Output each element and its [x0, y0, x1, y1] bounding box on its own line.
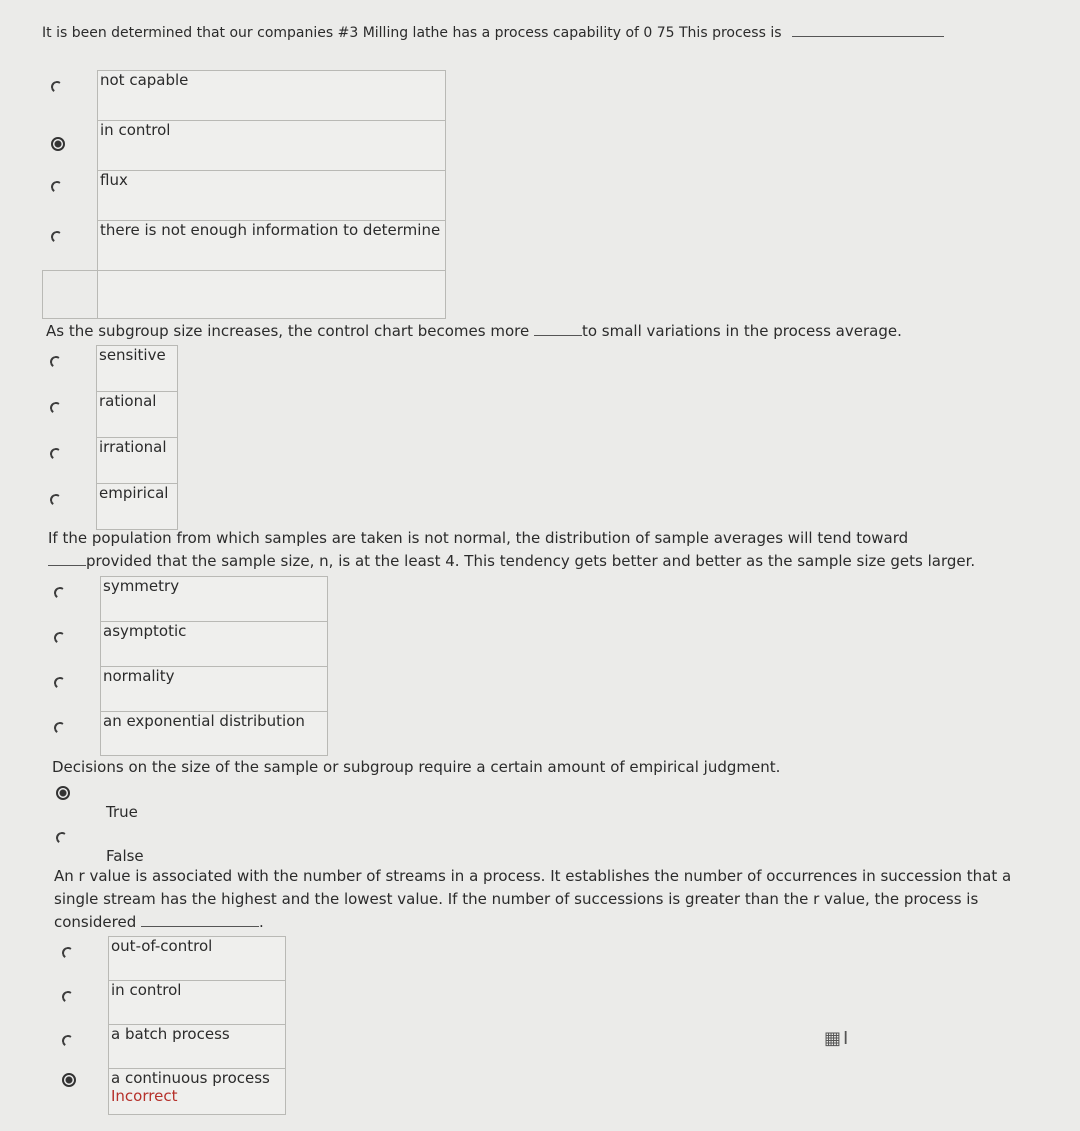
- question-3-options: [46, 576, 328, 756]
- answer-blank: [141, 912, 259, 927]
- question-3-text-line-1: If the population from which samples are taken is not normal, the distribution of sample averages will tend toward: [48, 529, 909, 547]
- radio-button[interactable]: [42, 484, 97, 530]
- question-1-text: It is been determined that our companies #3 Milling lathe has a process capability of 0 75 This process is: [42, 25, 782, 41]
- option-label: irrational: [97, 438, 178, 484]
- radio-button[interactable]: [43, 71, 98, 121]
- answer-blank: [792, 22, 944, 37]
- radio-button[interactable]: [46, 622, 101, 667]
- question-5-options: [54, 936, 286, 1115]
- question-1-options: [42, 70, 446, 319]
- question-2-options: [42, 345, 178, 530]
- radio-button-selected[interactable]: [54, 1069, 109, 1115]
- option-label: empirical: [97, 484, 178, 530]
- radio-button[interactable]: [42, 392, 97, 438]
- option-label-selected: [109, 1069, 286, 1115]
- radio-button-selected[interactable]: [52, 780, 70, 804]
- option-label: in control: [109, 981, 286, 1025]
- question-2: [46, 320, 902, 343]
- radio-button[interactable]: [46, 667, 101, 712]
- radio-button[interactable]: [54, 937, 109, 981]
- radio-button-selected[interactable]: [43, 121, 98, 171]
- option-label: flux: [98, 171, 446, 221]
- question-2-text-before: As the subgroup size increases, the control chart becomes more: [46, 322, 530, 340]
- option-label: not capable: [98, 71, 446, 121]
- option-label: in control: [98, 121, 446, 171]
- option-label: a batch process: [109, 1025, 286, 1069]
- answer-blank: [48, 551, 86, 566]
- question-5-text: An r value is associated with the number of streams in a process. It establishes the number of occurrences in succession that a single stream has the highest and the lowest value. If the number of successions is greater than the r value, the process is considered: [54, 867, 1012, 931]
- question-5: An r value is associated with the number of streams in a process. It establishes the number of occurrences in succession that a single stream has the highest and the lowest value. If the number of successions is greater than the r value, the process is considered .: [54, 867, 1012, 931]
- option-label: asymptotic: [101, 622, 328, 667]
- option-label: a continuous process: [111, 1069, 270, 1087]
- radio-button[interactable]: [42, 438, 97, 484]
- option-label: an exponential distribution: [101, 712, 328, 756]
- radio-button[interactable]: [54, 981, 109, 1025]
- option-true-label: True: [106, 803, 138, 821]
- question-3: [48, 527, 1048, 573]
- incorrect-feedback: Incorrect: [111, 1087, 178, 1105]
- option-false-label: False: [106, 847, 144, 865]
- radio-button[interactable]: [43, 171, 98, 221]
- option-label: out-of-control: [109, 937, 286, 981]
- empty-cell: [43, 271, 98, 319]
- option-label: symmetry: [101, 577, 328, 622]
- radio-button[interactable]: [46, 712, 101, 756]
- option-label: [98, 271, 446, 319]
- option-label: there is not enough information to determine: [98, 221, 446, 271]
- option-label: normality: [101, 667, 328, 712]
- radio-button[interactable]: [43, 221, 98, 271]
- radio-button[interactable]: [42, 346, 97, 392]
- radio-button[interactable]: [52, 826, 68, 848]
- answer-blank: [534, 321, 582, 336]
- question-1: [42, 22, 944, 45]
- radio-button[interactable]: [46, 577, 101, 622]
- question-2-text-after: to small variations in the process average.: [581, 322, 902, 340]
- radio-button[interactable]: [54, 1025, 109, 1069]
- text-cursor-icon: ▦I: [824, 1028, 851, 1049]
- option-label: rational: [97, 392, 178, 438]
- question-3-text-line-2: provided that the sample size, n, is at the least 4. This tendency gets better and better as the sample size gets larger.: [86, 552, 976, 570]
- question-4-text: Decisions on the size of the sample or subgroup require a certain amount of empirical judgment.: [52, 758, 781, 776]
- option-label: sensitive: [97, 346, 178, 392]
